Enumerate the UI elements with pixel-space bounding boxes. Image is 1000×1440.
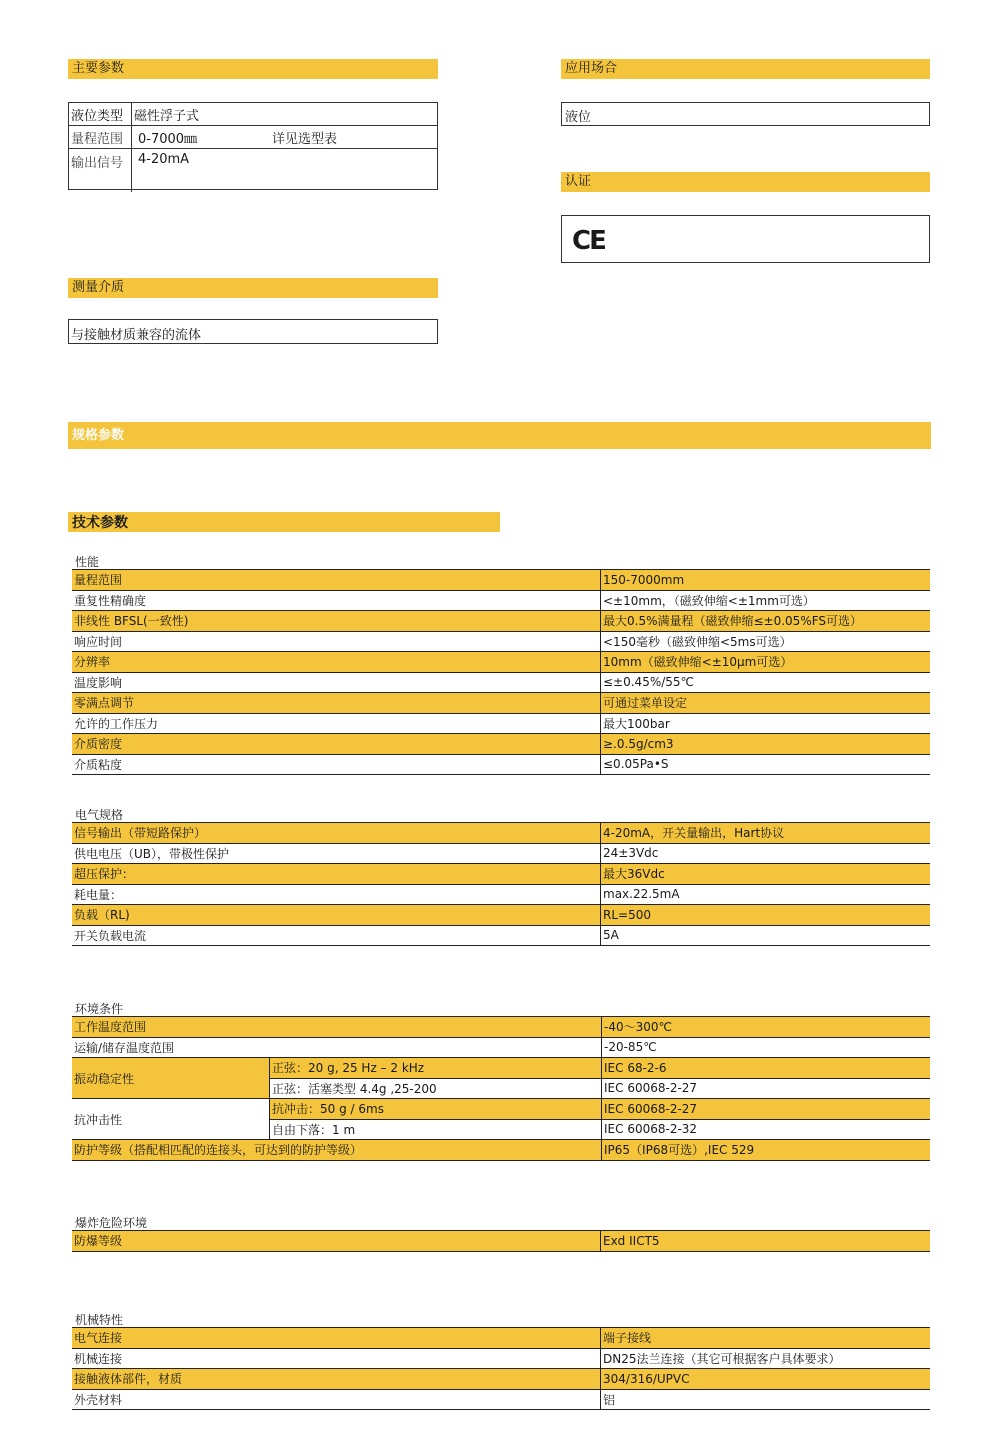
spec-value: 24±3Vdc [601, 843, 931, 864]
mechanical-label: 机械特性 [75, 1313, 124, 1327]
main-param-row [69, 103, 437, 126]
environment-label: 环境条件 [75, 1002, 124, 1016]
table-row [72, 1348, 930, 1369]
table-row [72, 1017, 930, 1038]
tech-header: 技术参数 [68, 512, 500, 532]
spec-value: 最大100bar [601, 713, 931, 734]
spec-value: 最大0.5%满量程（磁致伸缩≤±0.05%FS可选） [601, 611, 931, 632]
spec-value: <±10mm，（磁致伸缩<±1mm可选） [601, 590, 931, 611]
spec-key: 振动稳定性 [72, 1058, 270, 1099]
table-row [72, 1369, 930, 1390]
spec-key: 耗电量： [72, 884, 601, 905]
table-row [72, 1037, 930, 1058]
spec-key: 电气连接 [72, 1328, 601, 1349]
spec-value: IP65（IP68可选）,IEC 529 [602, 1140, 931, 1161]
medium-header: 测量介质 [68, 278, 438, 298]
spec-key: 分辨率 [72, 652, 601, 673]
spec-value: 5A [601, 925, 931, 946]
spec-sub: 正弦：20 g, 25 Hz – 2 kHz [270, 1058, 602, 1079]
main-params-header: 主要参数 [68, 59, 438, 79]
electrical-table [72, 822, 930, 946]
spec-value: Exd IICT5 [601, 1231, 931, 1252]
main-param-row [69, 149, 437, 193]
table-row [72, 843, 930, 864]
param-value: 磁性浮子式 [134, 108, 200, 124]
spec-key: 防护等级（搭配相匹配的连接头，可达到的防护等级） [72, 1140, 602, 1161]
explosion-label: 爆炸危险环境 [75, 1216, 148, 1230]
spec-key: 介质粘度 [72, 754, 601, 775]
spec-value: max.22.5mA [601, 884, 931, 905]
spec-sub: 自由下落：1 m [270, 1119, 602, 1140]
spec-value: 铝 [601, 1389, 931, 1410]
environment-table [72, 1016, 930, 1161]
param-key: 输出信号 [69, 149, 132, 193]
param-value: 4-20mA [132, 149, 438, 193]
application-header: 应用场合 [561, 59, 930, 79]
performance-table [72, 569, 930, 775]
spec-value: DN25法兰连接（其它可根据客户具体要求） [601, 1348, 931, 1369]
spec-key: 接触液体部件，材质 [72, 1369, 601, 1390]
spec-value: -20-85℃ [602, 1037, 931, 1058]
param-key: 量程范围 [69, 126, 132, 149]
spec-value: IEC 60068-2-32 [602, 1119, 931, 1140]
param-key: 液位类型 [69, 103, 132, 126]
spec-key: 信号输出（带短路保护） [72, 823, 601, 844]
spec-value: 端子接线 [601, 1328, 931, 1349]
spec-key: 零满点调节 [72, 693, 601, 714]
table-row [72, 1099, 930, 1120]
spec-key: 温度影响 [72, 672, 601, 693]
table-row [72, 734, 930, 755]
spec-key: 开关负载电流 [72, 925, 601, 946]
spec-value: ≤0.05Pa•S [601, 754, 931, 775]
ce-mark-icon: CE [572, 226, 605, 256]
spec-key: 负载（RL) [72, 905, 601, 926]
spec-value: <150毫秒（磁致伸缩<5ms可选） [601, 631, 931, 652]
performance-label: 性能 [75, 555, 100, 569]
table-row [72, 1231, 930, 1252]
spec-value: IEC 68-2-6 [602, 1058, 931, 1079]
table-row [72, 611, 930, 632]
spec-key: 非线性 BFSL(一致性) [72, 611, 601, 632]
param-value-text: 0-7000㎜ [138, 131, 198, 147]
table-row [72, 1058, 930, 1079]
mechanical-table [72, 1327, 930, 1410]
spec-sub: 抗冲击：50 g / 6ms [270, 1099, 602, 1120]
spec-key: 防爆等级 [72, 1231, 601, 1252]
spec-key: 允许的工作压力 [72, 713, 601, 734]
spec-value: 304/316/UPVC [601, 1369, 931, 1390]
table-row [72, 570, 930, 591]
spec-key: 介质密度 [72, 734, 601, 755]
electrical-label: 电气规格 [75, 808, 124, 822]
spec-key: 重复性精确度 [72, 590, 601, 611]
table-row [72, 823, 930, 844]
spec-value: 150-7000mm [601, 570, 931, 591]
param-value [132, 126, 438, 149]
application-box [561, 102, 930, 126]
table-row [72, 1140, 930, 1161]
table-row [72, 754, 930, 775]
table-row [72, 652, 930, 673]
spec-key: 量程范围 [72, 570, 601, 591]
spec-sub: 正弦：活塞类型 4.4g ,25-200 [270, 1078, 602, 1099]
medium-value: 与接触材质兼容的流体 [71, 328, 202, 343]
certification-box [561, 215, 930, 263]
spec-value: 10mm（磁致伸缩<±10μm可选） [601, 652, 931, 673]
table-row [72, 884, 930, 905]
spec-header: 规格参数 [68, 422, 931, 449]
main-params-box [68, 102, 438, 190]
table-row [72, 1389, 930, 1410]
table-row [72, 905, 930, 926]
main-param-row [69, 126, 437, 149]
spec-key: 供电电压（UB），带极性保护 [72, 843, 601, 864]
spec-value: IEC 60068-2-27 [602, 1099, 931, 1120]
spec-value: ≥.0.5g/cm3 [601, 734, 931, 755]
spec-key: 工作温度范围 [72, 1017, 602, 1038]
table-row [72, 672, 930, 693]
spec-value: 最大36Vdc [601, 864, 931, 885]
spec-value: 4-20mA，开关量输出，Hart协议 [601, 823, 931, 844]
spec-value: IEC 60068-2-27 [602, 1078, 931, 1099]
certification-header: 认证 [561, 172, 930, 192]
spec-value: RL=500 [601, 905, 931, 926]
table-row [72, 1328, 930, 1349]
spec-key: 外壳材料 [72, 1389, 601, 1410]
spec-value: -40～300℃ [602, 1017, 931, 1038]
table-row [72, 590, 930, 611]
spec-key: 机械连接 [72, 1348, 601, 1369]
spec-value: ≤±0.45%/55℃ [601, 672, 931, 693]
param-note: 详见选型表 [272, 131, 338, 147]
table-row [72, 864, 930, 885]
spec-value: 可通过菜单设定 [601, 693, 931, 714]
spec-key: 抗冲击性 [72, 1099, 270, 1140]
table-row [72, 693, 930, 714]
explosion-table [72, 1230, 930, 1252]
table-row [72, 631, 930, 652]
spec-key: 运输/储存温度范围 [72, 1037, 602, 1058]
application-value: 液位 [565, 110, 592, 125]
table-row [72, 925, 930, 946]
spec-key: 超压保护： [72, 864, 601, 885]
medium-box [68, 319, 438, 344]
table-row [72, 713, 930, 734]
spec-key: 响应时间 [72, 631, 601, 652]
